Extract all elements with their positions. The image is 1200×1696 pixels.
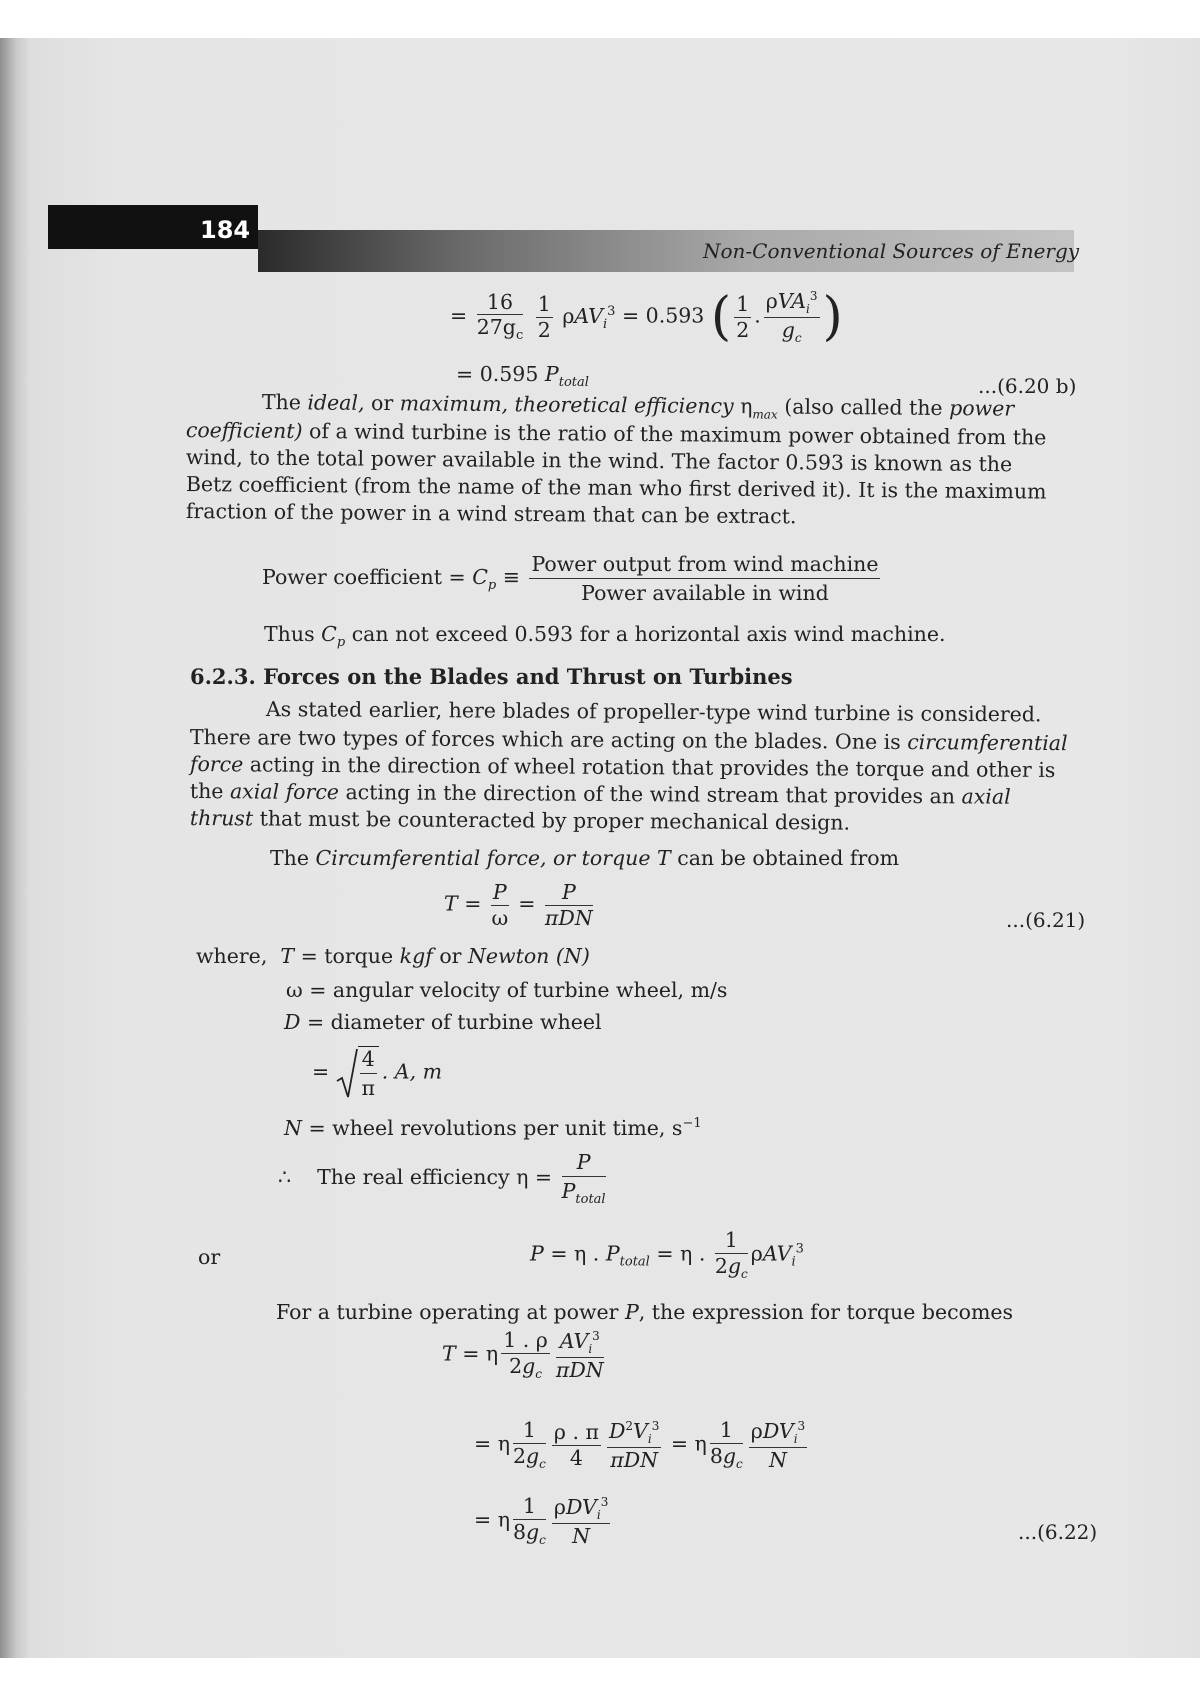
- paragraph-1-line-2: coefficient) of a wind turbine is the ratio of the maximum power obtained from the: [185, 418, 1047, 450]
- equation-6-20b-line1: = $\frac{16}{27g_c}$ $\frac{1}{2}$ ρAV$_i^3$ = 0.593 ( $\frac{1}{2}$ . $\frac{\rho VA_i^3}{g_c}$ ): [450, 287, 843, 348]
- equation-number-6-22: ...(6.22): [1018, 1520, 1098, 1544]
- section-heading: 6.2.3. Forces on the Blades and Thrust on Turbines: [190, 664, 793, 689]
- paragraph-2-line-2: There are two types of forces which are acting on the blades. One is circumferential: [189, 725, 1068, 756]
- equation-6-20b-line2: = 0.595 $P_{total}$: [456, 362, 589, 391]
- torque-equation-line-2: = η $\frac{1}{2g_c}$ $\frac{\rho . \pi}{4}$ $\frac{D^2V_i^3}{\text{πDN}}$ = η $\frac{1}{8g_c}$ $\frac{\rho DV_i^3}{N}$: [474, 1418, 806, 1472]
- or-label: or: [198, 1245, 221, 1269]
- power-coefficient-equation: Power coefficient = $C_p$ ≡ $\frac{\text{Power output from wind machine}}{\text{Power available in wind}}$: [262, 552, 879, 605]
- running-title: Non-Conventional Sources of Energy: [703, 239, 1080, 263]
- torque-intro: For a turbine operating at power P, the expression for torque becomes: [276, 1300, 1014, 1324]
- where-torque-definition: where, T = torque kgf or Newton (N): [196, 944, 590, 968]
- paragraph-1-line-3: wind, to the total power available in the wind. The factor 0.593 is known as the: [185, 445, 1013, 477]
- paragraph-2-line-3: force acting in the direction of wheel rotation that provides the torque and other is: [189, 752, 1056, 783]
- real-efficiency-equation: ∴ The real efficiency η = $\frac{P}{P_{total}}$: [278, 1150, 606, 1208]
- thus-line: Thus $C_p$ can not exceed 0.593 for a horizontal axis wind machine.: [264, 622, 946, 651]
- power-equation: P = η . $P_{total} = \eta$ . $\frac{1}{2g_c}$ ρAV$_i^3$: [530, 1228, 804, 1281]
- paragraph-2-line-5: thrust that must be counteracted by proper mechanical design.: [189, 806, 851, 835]
- diameter-definition: D = diameter of turbine wheel: [284, 1010, 602, 1034]
- diameter-expression: = $\frac{4}{\pi}$ . A, m: [312, 1047, 443, 1100]
- equation-6-21: T = $\frac{P}{\omega}$ = $\frac{P}{\text{πDN}}$: [444, 880, 593, 930]
- paragraph-2-line-4: the axial force acting in the direction of the wind stream that provides an axial: [189, 779, 1011, 809]
- paragraph-2-line-6: The Circumferential force, or torque T can be obtained from: [270, 846, 900, 870]
- square-root-symbol: [336, 1047, 358, 1099]
- paragraph-1-line-5: fraction of the power in a wind stream that can be extract.: [185, 499, 797, 529]
- paragraph-1-line-1: The ideal, or maximum, theoretical efficiency $\eta_{max}$ (also called the power: [261, 390, 1015, 422]
- revolutions-definition: N = wheel revolutions per unit time, $s^{-1}$: [284, 1116, 702, 1140]
- paragraph-1-line-4: Betz coefficient (from the name of the man who first derived it). It is the maximum: [185, 472, 1047, 504]
- torque-equation-line-3: = η $\frac{1}{8g_c}$ $\frac{\rho DV_i^3}{N}$: [474, 1494, 609, 1548]
- page-number: 184: [200, 216, 251, 244]
- omega-definition: ω = angular velocity of turbine wheel, m/s: [286, 978, 728, 1002]
- equation-number-6-21: ...(6.21): [1006, 908, 1086, 932]
- paragraph-2-line-1: As stated earlier, here blades of propeller-type wind turbine is considered.: [265, 697, 1042, 727]
- equation-number-6-20b: ...(6.20 b): [978, 374, 1077, 398]
- torque-equation-line-1: T = η $\frac{1 . \rho}{2g_c}$ $\frac{AV_i^3}{\text{πDN}}$: [442, 1328, 604, 1382]
